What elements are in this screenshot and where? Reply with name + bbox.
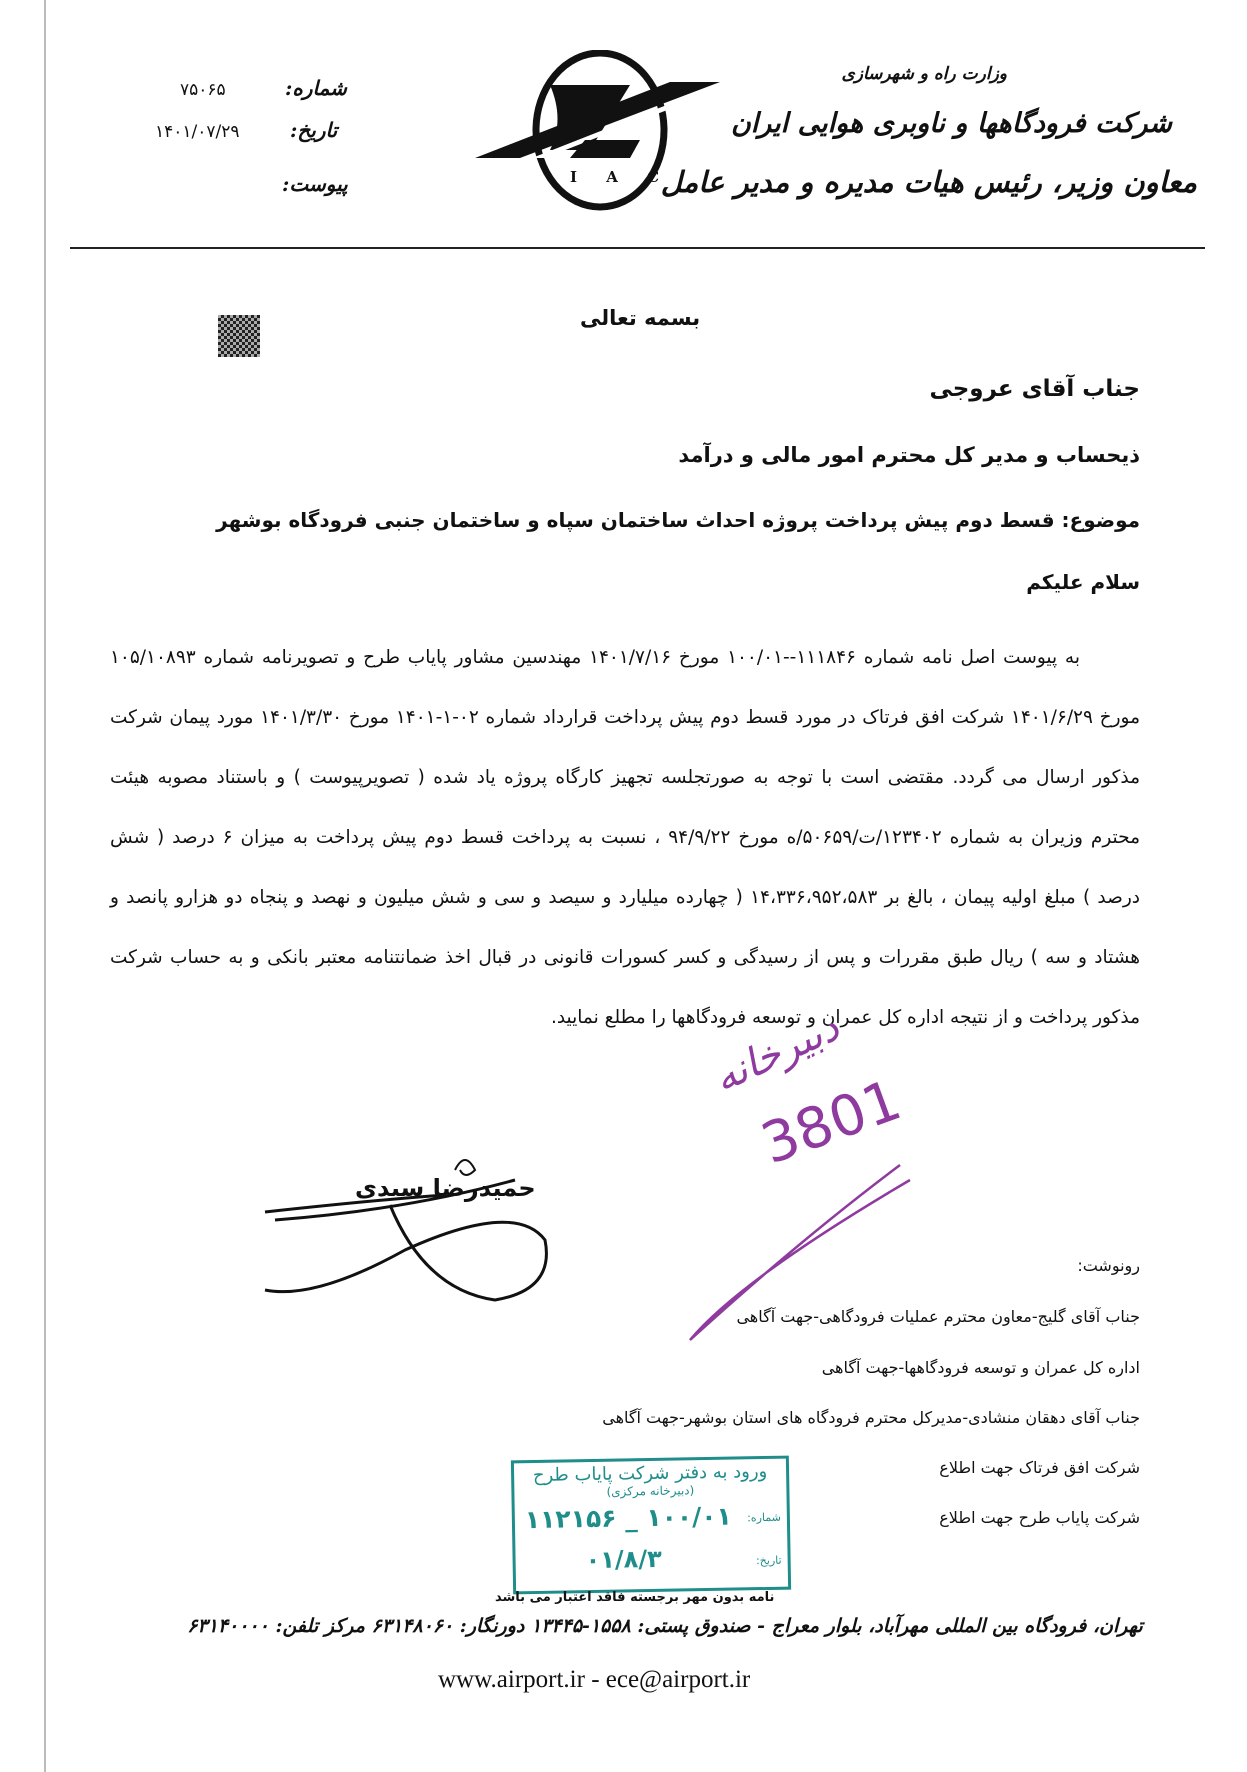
stamp-number: ۱۰۰/۰۱ _ ۱۱۲۱۵۶ bbox=[524, 1501, 733, 1535]
invocation: بسمه تعالی bbox=[580, 306, 701, 330]
address-line: تهران، فرودگاه بین المللی مهرآباد، بلوار معراج - صندوق پستی: ۱۵۵۸-۱۳۴۴۵ دورنگار: ۶۳۱۴۸۰۶۰ مرکز تلفن: ۶۳۱۴۰۰۰۰ bbox=[187, 1615, 1143, 1637]
letter-date: ۱۴۰۱/۰۷/۲۹ bbox=[155, 122, 240, 142]
scan-edge bbox=[44, 0, 46, 1772]
attachment-label: پیوست: bbox=[282, 172, 348, 196]
received-stamp bbox=[511, 1456, 791, 1595]
stamp-number-label: شماره: bbox=[747, 1510, 781, 1525]
signature bbox=[255, 1140, 585, 1330]
date-label: تاریخ: bbox=[290, 118, 338, 142]
handwritten-note: دبیرخانه bbox=[706, 1004, 847, 1102]
cc-item: شرکت افق فرتاک جهت اطلاع bbox=[939, 1458, 1140, 1477]
ministry-name: وزارت راه و شهرسازی bbox=[841, 64, 1007, 84]
cc-item: جناب آقای دهقان منشادی-مدیرکل محترم فرودگاه های استان بوشهر-جهت آگاهی bbox=[602, 1408, 1140, 1427]
qr-code[interactable] bbox=[218, 315, 260, 357]
signatory-name: حمیدرضا سیدی bbox=[355, 1174, 536, 1202]
cc-item: اداره کل عمران و توسعه فرودگاهها-جهت آگاهی bbox=[821, 1358, 1140, 1377]
letter-number: ۷۵۰۶۵ bbox=[180, 80, 226, 100]
cc-item: جناب آقای گلیج-معاون محترم عملیات فرودگاهی-جهت آگاهی bbox=[736, 1307, 1140, 1326]
greeting: سلام علیکم bbox=[1026, 570, 1140, 594]
company-name: شرکت فرودگاهها و ناوبری هوایی ایران bbox=[730, 108, 1172, 139]
logo-letters: I A C bbox=[570, 168, 672, 186]
stamp-date-label: تاریخ: bbox=[755, 1553, 782, 1568]
stamp-title: ورود به دفتر شرکت پایاب طرح bbox=[532, 1460, 768, 1487]
recipient: جناب آقای عروجی bbox=[929, 376, 1140, 402]
header-divider bbox=[70, 247, 1205, 249]
recipient-title: ذیحساب و مدیر کل محترم امور مالی و درآمد bbox=[678, 443, 1140, 467]
cc-item: شرکت پایاب طرح جهت اطلاع bbox=[939, 1508, 1140, 1527]
letter-body: به پیوست اصل نامه شماره ۱۱۱۸۴۶--۱۰۰/۰۱ مورخ ۱۴۰۱/۷/۱۶ مهندسین مشاور پایاب طرح و تصویرنامه شماره ۱۰۵/۱۰۸۹۳ مورخ ۱۴۰۱/۶/۲۹ شرکت افق فرتاک در مورد قسط دوم پیش پرداخت قرارداد شماره ۰۲-۱-۱۴۰۱ مورخ ۱۴۰۱/۳/۳۰ مورد پیمان شرکت مذکور ارسال می گردد. مقتضی است با توجه به صورتجلسه تجهیز کارگاه پروژه یاد شده ( تصویرپیوست ) و باستناد مصوبه هیئت محترم وزیران به شماره ۱۲۳۴۰۲/ت/۵۰۶۵۹/ه مورخ ۹۴/۹/۲۲ ، نسبت به پرداخت قسط دوم پیش پرداخت به میزان ۶ درصد ( شش درصد ) مبلغ اولیه پیمان ، بالغ بر ۱۴،۳۳۶،۹۵۲،۵۸۳ ( چهارده میلیارد و سیصد و سی و شش میلیون و نهصد و پنجاه دو هزارو پانصد و هشتاد و سه ) ریال طبق مقررات و پس از رسیدگی و کسر کسورات قانونی در قبال اخذ ضمانتنامه معتبر بانکی و به حساب شرکت مذکور پرداخت و از نتیجه اداره کل عمران و توسعه فرودگاهها را مطلع نمایید. bbox=[110, 647, 1140, 1028]
number-label: شماره: bbox=[285, 76, 347, 100]
cc-label: رونوشت: bbox=[1077, 1256, 1140, 1275]
stamp-subtitle: (دبیرخانه مرکزی) bbox=[606, 1483, 695, 1499]
subject: موضوع: قسط دوم پیش پرداخت پروژه احداث ساختمان سپاه و ساختمان جنبی فرودگاه بوشهر bbox=[216, 508, 1140, 532]
stamp-date: ۰۱/۸/۳ bbox=[585, 1544, 662, 1575]
iac-logo bbox=[470, 50, 725, 215]
sender-position: معاون وزیر، رئیس هیات مدیره و مدیر عامل bbox=[660, 165, 1197, 199]
handwritten-number: 3801 bbox=[753, 1067, 910, 1178]
website-email[interactable]: www.airport.ir - ece@airport.ir bbox=[438, 1666, 751, 1693]
validity-note: نامه بدون مهر برجسته فاقد اعتبار می باشد bbox=[495, 1590, 775, 1605]
